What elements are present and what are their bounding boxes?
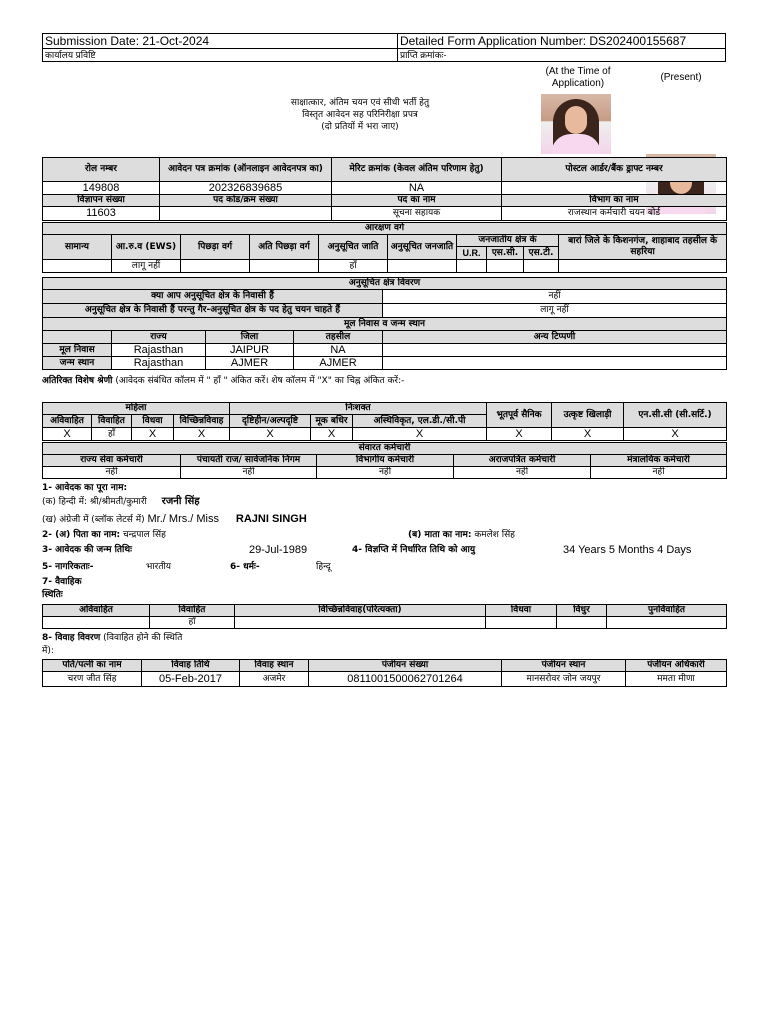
ncc-header: एन.सी.सी (सी.सर्टि.) [624,403,727,428]
father-row [42,529,166,541]
other-remarks-header: अन्य टिप्पणी [383,331,727,344]
marital-widow-value [486,617,557,629]
women-unmarried-header: अविवाहित [43,415,92,428]
photo-label-application: (At the Time of Application) [545,66,611,89]
post-name-header: पद का नाम [332,195,502,207]
district-header: जिला [206,331,294,344]
marital-remarried-header: पुनर्विवाहित [607,605,727,617]
general-header: सामान्य [43,235,112,260]
submission-date: Submission Date: 21-Oct-2024 [43,34,398,49]
advt-number-value: 11603 [43,207,160,221]
marriage-details-note: (विवाहित होने की स्थिति [103,633,183,643]
mbc-value [250,260,319,273]
marital-widow-header: विधवा [486,605,557,617]
marriage-place-header: विवाह स्थान [240,660,309,672]
scheduled-area-a1: नहीं [383,290,727,304]
mother-label: (ब) माता का नाम: [408,530,472,540]
merit-number-value: NA [332,182,502,195]
scheduled-area-a2: लागू नहीं [383,304,727,318]
father-value: चन्द्रपाल सिंह [122,530,166,540]
special-value: X [624,428,727,441]
merit-number-header: मेरिट क्रमांक (केवल अंतिम परिणाम हेतु) [332,158,502,182]
reservation-block [42,222,726,273]
application-number-header: आवेदन पत्र क्रमांक (ऑनलाइन आवेदनपत्र का) [160,158,332,182]
post-code-value [160,207,332,221]
dob-value: 29-Jul-1989 [249,544,308,556]
special-value: हाँ [92,428,132,441]
domicile-tehsil: NA [294,344,383,357]
scheduled-area-table [42,277,727,370]
scheduled-area-block [42,277,726,370]
form-title [250,97,470,133]
scheduled-area-q2: अनुसूचित क्षेत्र के निवासी हैं परन्तु गैर-अनुसूचित क्षेत्र के पद हेतु चयन चाहते हैं [43,304,383,318]
tribal-sc-header: एस.सी. [487,247,524,260]
marital-divorced-value [235,617,486,629]
service-block [42,442,726,479]
tribal-ur-value [457,260,487,273]
english-name-row [42,513,307,526]
state-service-header: राज्य सेवा कर्मचारी [43,455,181,467]
residence-blank-header [43,331,112,344]
marriage-details-title: 8- विवाह विवरण [42,633,101,643]
tribal-sc-value [487,260,524,273]
mbc-header: अति पिछड़ा वर्ग [250,235,319,260]
form-title-line3: (दो प्रतियों में भरा जाए) [321,122,399,132]
service-value: नहीं [43,467,181,479]
service-table [42,442,727,479]
marital-status-block [42,604,726,629]
domicile-label: मूल निवास [43,344,112,357]
marital-label-2: स्थितिः [42,590,63,600]
mother-row [408,529,515,541]
age-label: 4- विज्ञप्ति में निर्धारित तिथि को आयु [352,545,476,555]
marital-widower-header: विधुर [557,605,607,617]
sc-header: अनुसूचित जाति [319,235,388,260]
special-value: X [487,428,552,441]
religion-value: हिन्दू [316,562,331,572]
obc-value [181,260,250,273]
marital-unmarried-value [43,617,150,629]
office-entry-label: कार्यालय प्रविष्टि [43,49,398,62]
marriage-date-value: 05-Feb-2017 [142,672,240,687]
special-value: X [230,428,311,441]
st-value [388,260,457,273]
special-value: X [552,428,624,441]
spouse-name-value: चरण जीत सिंह [43,672,142,687]
photo-label-present: (Present) [660,72,702,83]
applicant-photo-application [541,94,611,154]
women-divorced-header: विच्छिन्नविवाह [174,415,230,428]
marital-label-1: 7- वैवाहिक [42,577,82,587]
scheduled-area-title: अनुसूचित क्षेत्र विवरण [43,278,727,290]
q1-full-name: 1- आवेदक का पूरा नाम: [42,483,128,493]
dob-label: 3- आवेदक की जन्म तिथिः [42,545,132,555]
st-header: अनुसूचित जनजाति [388,235,457,260]
registration-place-value: मानसरोवर जोन जयपुर [502,672,626,687]
baran-sahariya-header: बारां जिले के किशनगंज, शाहाबाद तहसील के सहरिया [559,235,727,260]
sc-value: हाँ [319,260,388,273]
disabled-header: निःशक्त [230,403,487,415]
ministerial-header: मंत्रालयिक कर्मचारी [591,455,727,467]
special-value: X [353,428,487,441]
state-header: राज्य [112,331,206,344]
special-value: X [43,428,92,441]
marriage-details-note-2: में): [42,646,54,656]
hindi-name-row [42,496,200,508]
birthplace-remarks [383,357,727,370]
scheduled-area-q1: क्या आप अनुसूचित क्षेत्र के निवासी हैं [43,290,383,304]
special-value: X [311,428,353,441]
english-name-prefix: Mr./ Mrs./ Miss [147,513,220,525]
reservation-table [42,222,727,273]
reservation-title: आरक्षण वर्ग [43,223,727,235]
special-category-note [42,375,422,387]
birthplace-tehsil: AJMER [294,357,383,370]
basic-info-block [42,157,726,221]
ex-serviceman-header: भूतपूर्व सैनिक [487,403,552,428]
receipt-number-label: प्राप्ति क्रमांकः- [397,49,725,62]
birthplace-district: AJMER [206,357,294,370]
roll-number-header: रोल नम्बर [43,158,160,182]
post-code-header: पद कोड/क्रम संख्या [160,195,332,207]
marriage-date-header: विवाह तिथि [142,660,240,672]
non-gazetted-header: अराजपत्रित कर्मचारी [454,455,591,467]
registration-place-header: पंजीयन स्थान [502,660,626,672]
service-value: नहीं [454,467,591,479]
marriage-place-value: अजमेर [240,672,309,687]
domicile-district: JAIPUR [206,344,294,357]
post-name-value: सूचना सहायक [332,207,502,221]
registration-number-value: 0811001500062701264 [309,672,502,687]
marital-unmarried-header: अविवाहित [43,605,150,617]
tehsil-header: तहसील [294,331,383,344]
service-value: नहीं [317,467,454,479]
registration-officer-header: पंजीयन अधिकारी [626,660,727,672]
service-value: नहीं [591,467,727,479]
domicile-state: Rajasthan [112,344,206,357]
department-value: राजस्थान कर्मचारी चयन बोर्ड [502,207,727,221]
marital-remarried-value [607,617,727,629]
ews-value: लागू नहीं [112,260,181,273]
tribal-ur-header: U.R. [457,247,487,260]
form-title-line1: साक्षात्कार, अंतिम चयन एवं सीधी भर्ती हेतु [290,98,430,108]
registration-officer-value: ममता मीणा [626,672,727,687]
citizenship-value: भारतीय [146,562,172,572]
departmental-header: विभागीय कर्मचारी [317,455,454,467]
special-category-title: अतिरिक्त विशेष श्रेणी [42,376,113,386]
hindi-name-value: रजनी सिंह [161,496,200,507]
marital-status-table [42,604,727,629]
form-title-line2: विस्तृत आवेदन सह परिनिरीक्षा प्रपत्र [302,110,418,120]
deaf-header: मूक बधिर [311,415,353,428]
blind-header: दृष्टिहीन/अल्पदृष्टि [230,415,311,428]
panchayat-header: पंचायती राज/ सार्वजनिक निगम [181,455,317,467]
service-title: सेवारत कर्मचारी [43,443,727,455]
roll-number-value: 149808 [43,182,160,195]
domicile-remarks [383,344,727,357]
religion-label: 6- धर्मः- [230,562,260,572]
postal-order-header: पोस्टल आर्डर/बैंक ड्राफ्ट नम्बर [502,158,727,182]
birthplace-label: जन्म स्थान [43,357,112,370]
marital-married-header: विवाहित [150,605,235,617]
tribal-st-header: एस.टी. [524,247,559,260]
special-value: X [174,428,230,441]
women-header: महिला [43,403,230,415]
birthplace-state: Rajasthan [112,357,206,370]
father-label: 2- (अ) पिता का नाम: [42,530,121,540]
basic-info-table [42,157,727,221]
marital-widower-value [557,617,607,629]
tribal-area-header: जनजातीय क्षेत्र के [457,235,559,247]
special-value: X [132,428,174,441]
baran-value [559,260,727,273]
women-widow-header: विधवा [132,415,174,428]
header-block [42,33,726,62]
header-table [42,33,726,62]
age-value: 34 Years 5 Months 4 Days [563,544,692,556]
hindi-name-label: (क) हिन्दी में: श्री/श्रीमती/कुमारी [42,497,147,507]
english-name-value: RAJNI SINGH [235,513,307,525]
marriage-details-block [42,659,726,687]
special-category-block [42,402,726,441]
special-category-instruction: (आवेदक संबंधित कॉलम में " हाँ " अंकित करें। शेष कॉलम में "X" का चिह्न अंकित करें:- [115,376,405,386]
ews-header: आ.रु.व (EWS) [112,235,181,260]
postal-order-value [502,182,727,195]
registration-number-header: पंजीयन संख्या [309,660,502,672]
ortho-header: अस्थिविकृत, एल.डी./सी.पी [353,415,487,428]
application-number-value: 202326839685 [160,182,332,195]
english-name-label: (ख) अंग्रेजी में (ब्लॉक लेटर्स में) [42,515,145,525]
marriage-details-label [42,632,182,644]
tribal-st-value [524,260,559,273]
special-category-table [42,402,727,441]
marital-married-value: हाँ [150,617,235,629]
sportsman-header: उत्कृष्ट खिलाड़ी [552,403,624,428]
obc-header: पिछड़ा वर्ग [181,235,250,260]
marital-divorced-header: विच्छिन्नविवाह(परित्यक्ता) [235,605,486,617]
marriage-details-table [42,659,727,687]
citizenship-label: 5- नागरिकताः- [42,562,94,572]
spouse-name-header: पति/पत्नी का नाम [43,660,142,672]
application-number: Detailed Form Application Number: DS202400155687 [397,34,725,49]
advt-number-header: विज्ञापन संख्या [43,195,160,207]
service-value: नहीं [181,467,317,479]
mother-value: कमलेश सिंह [474,530,515,540]
residence-title: मूल निवास व जन्म स्थान [43,318,727,331]
department-header: विभाग का नाम [502,195,727,207]
general-value [43,260,112,273]
women-married-header: विवाहित [92,415,132,428]
